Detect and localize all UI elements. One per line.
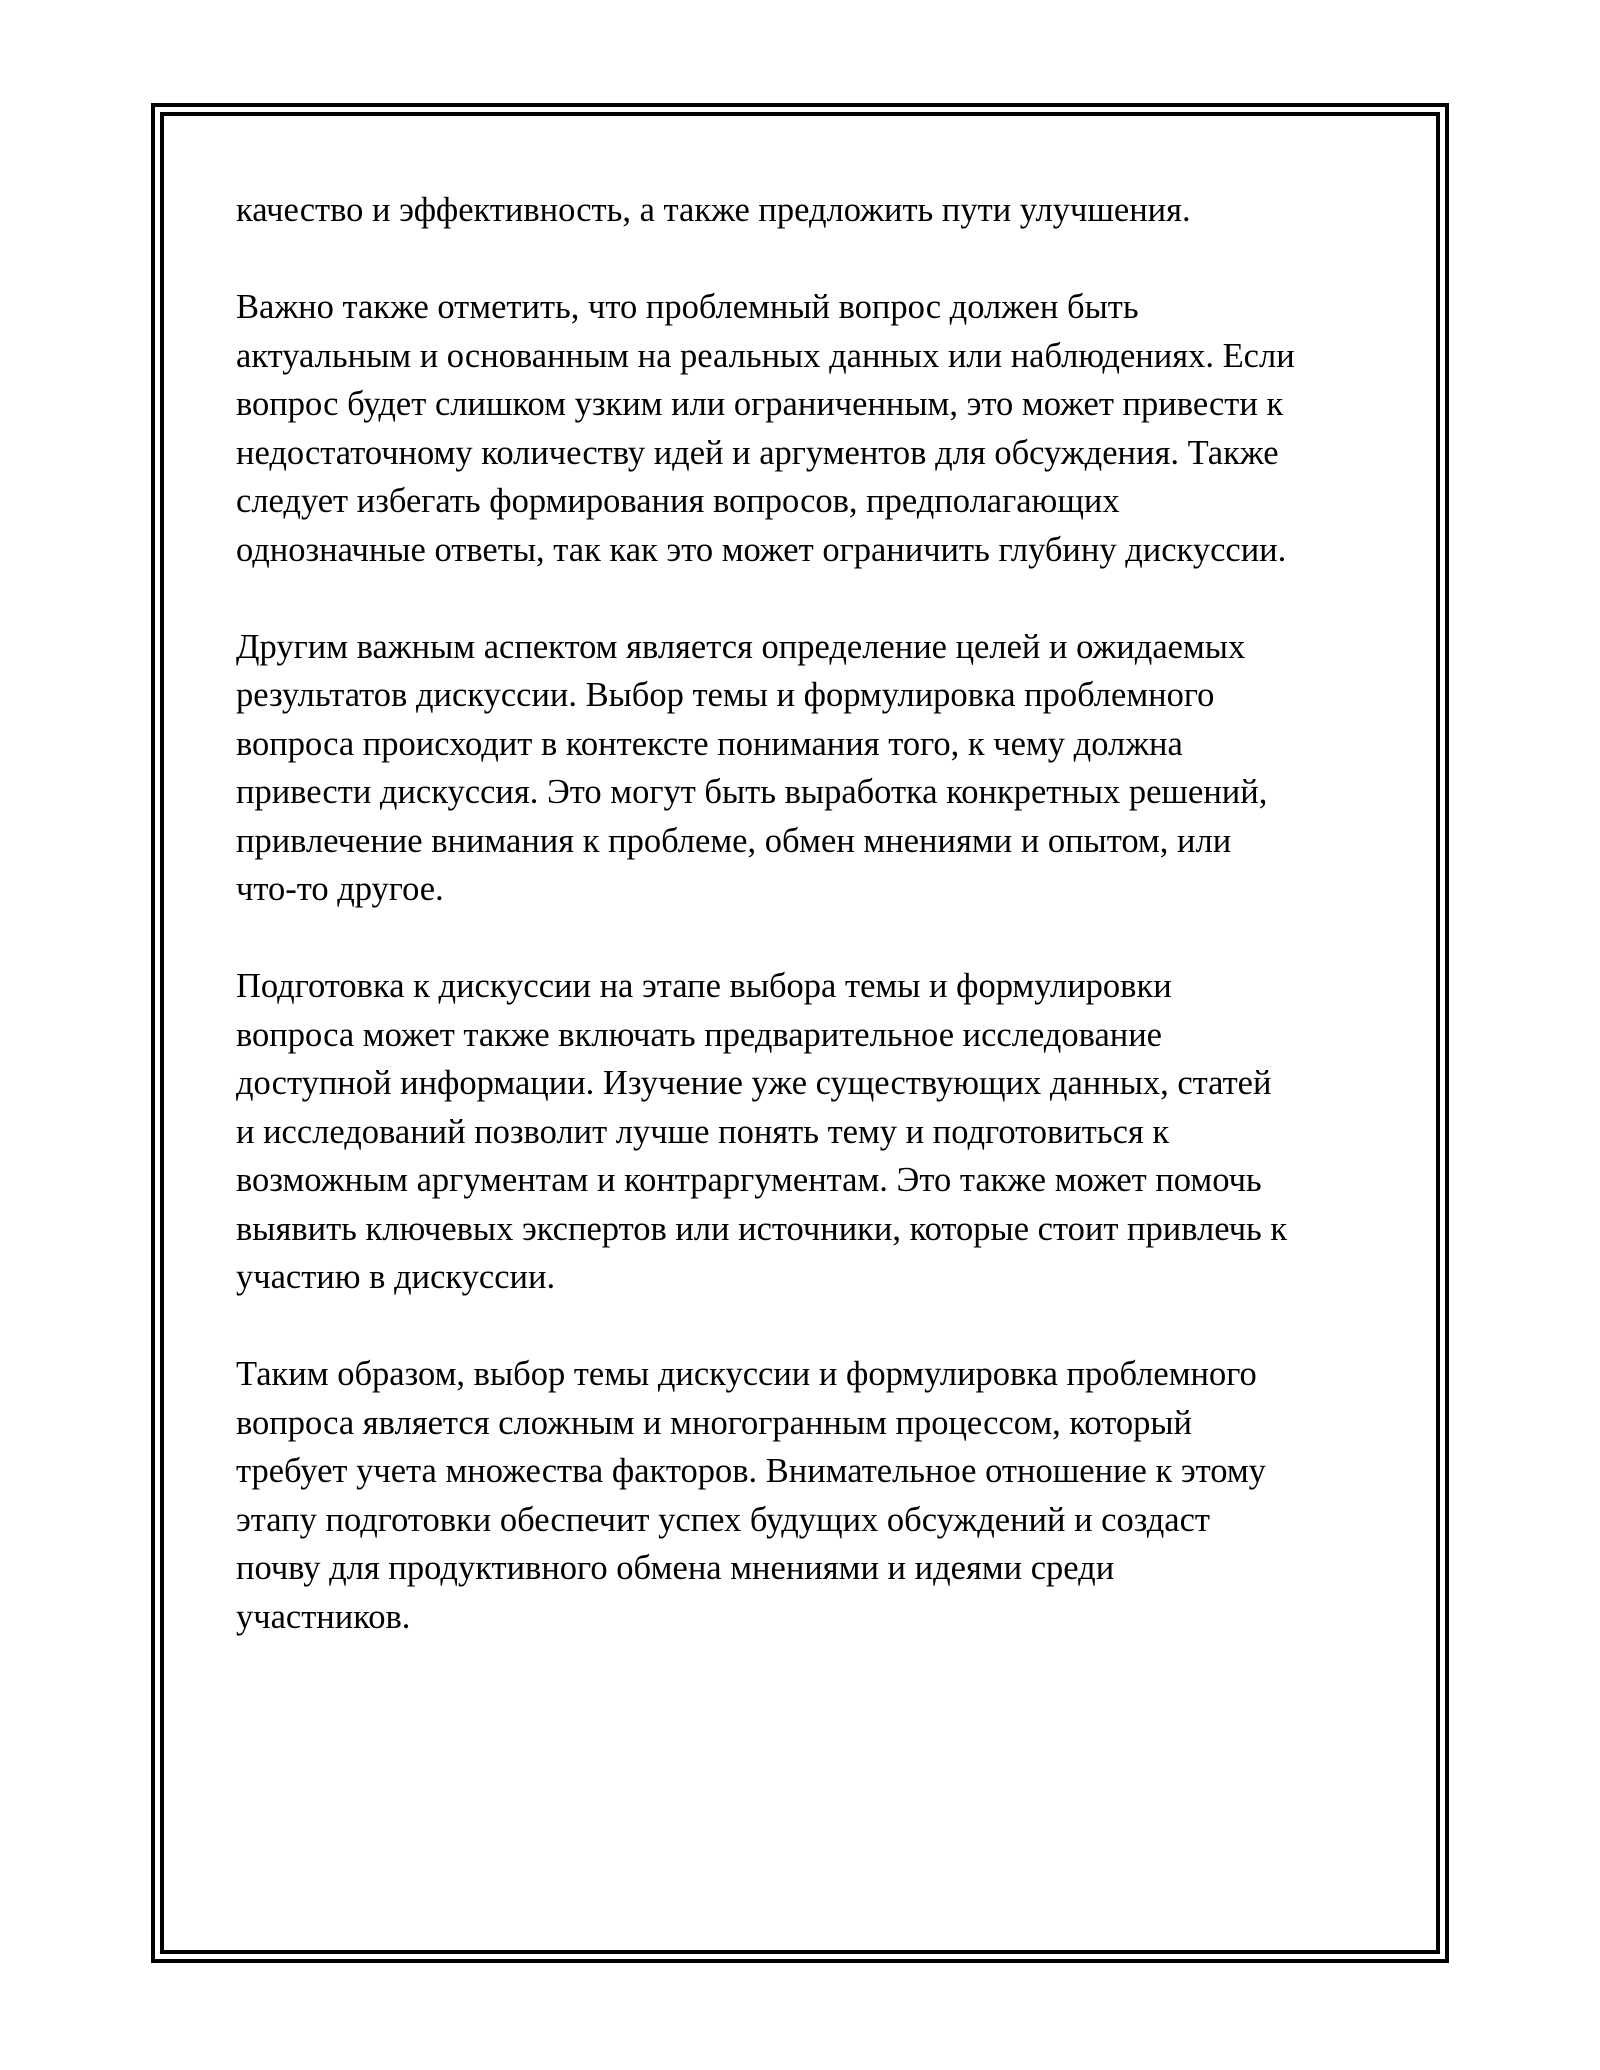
text-line: вопроса является сложным и многогранным процессом, который xyxy=(236,1403,1192,1442)
paragraph-2 xyxy=(236,283,1386,574)
text-line: следует избегать формирования вопросов, предполагающих xyxy=(236,482,1120,520)
text-line: возможным аргументам и контраргументам. Это также может помочь xyxy=(236,1161,1262,1199)
paragraph-3 xyxy=(236,623,1386,914)
text-line: этапу подготовки обеспечит успех будущих обсуждений и создаст xyxy=(236,1500,1211,1539)
paragraph-5 xyxy=(236,1350,1386,1641)
text-line: Подготовка к дискуссии на этапе выбора темы и формулировки xyxy=(236,967,1172,1005)
document-body xyxy=(236,186,1386,1690)
paragraph-4 xyxy=(236,962,1386,1302)
text-line: результатов дискуссии. Выбор темы и формулировка проблемного xyxy=(236,676,1215,714)
text-line: качество и эффективность, а также предложить пути улучшения. xyxy=(236,191,1191,229)
text-line: доступной информации. Изучение уже существующих данных, статей xyxy=(236,1064,1272,1102)
text-line: Важно также отметить, что проблемный вопрос должен быть xyxy=(236,288,1139,326)
text-line: актуальным и основанным на реальных данных или наблюдениях. Если xyxy=(236,336,1295,375)
text-line: Другим важным аспектом является определение целей и ожидаемых xyxy=(236,627,1246,666)
text-line: недостаточному количеству идей и аргументов для обсуждения. Также xyxy=(236,433,1279,472)
text-line: выявить ключевых экспертов или источники, которые стоит привлечь к xyxy=(236,1209,1288,1248)
text-line: требует учета множества факторов. Внимательное отношение к этому xyxy=(236,1452,1266,1490)
text-line: привести дискуссия. Это могут быть выработка конкретных решений, xyxy=(236,773,1268,811)
text-line: и исследований позволит лучше понять тему и подготовиться к xyxy=(236,1112,1170,1151)
text-line: однозначные ответы, так как это может ограничить глубину дискуссии. xyxy=(236,530,1287,569)
text-line: вопроса может также включать предварительное исследование xyxy=(236,1015,1162,1054)
text-line: что-то другое. xyxy=(236,870,444,908)
text-line: Таким образом, выбор темы дискуссии и формулировка проблемного xyxy=(236,1355,1257,1393)
text-line: почву для продуктивного обмена мнениями и идеями среди xyxy=(236,1549,1115,1587)
paragraph-1 xyxy=(236,186,1386,235)
text-line: участию в дискуссии. xyxy=(236,1258,556,1296)
text-line: участников. xyxy=(236,1597,411,1636)
text-line: привлечение внимания к проблеме, обмен мнениями и опытом, или xyxy=(236,821,1232,860)
text-line: вопрос будет слишком узким или ограниченным, это может привести к xyxy=(236,385,1284,423)
text-line: вопроса происходит в контексте понимания того, к чему должна xyxy=(236,724,1183,763)
